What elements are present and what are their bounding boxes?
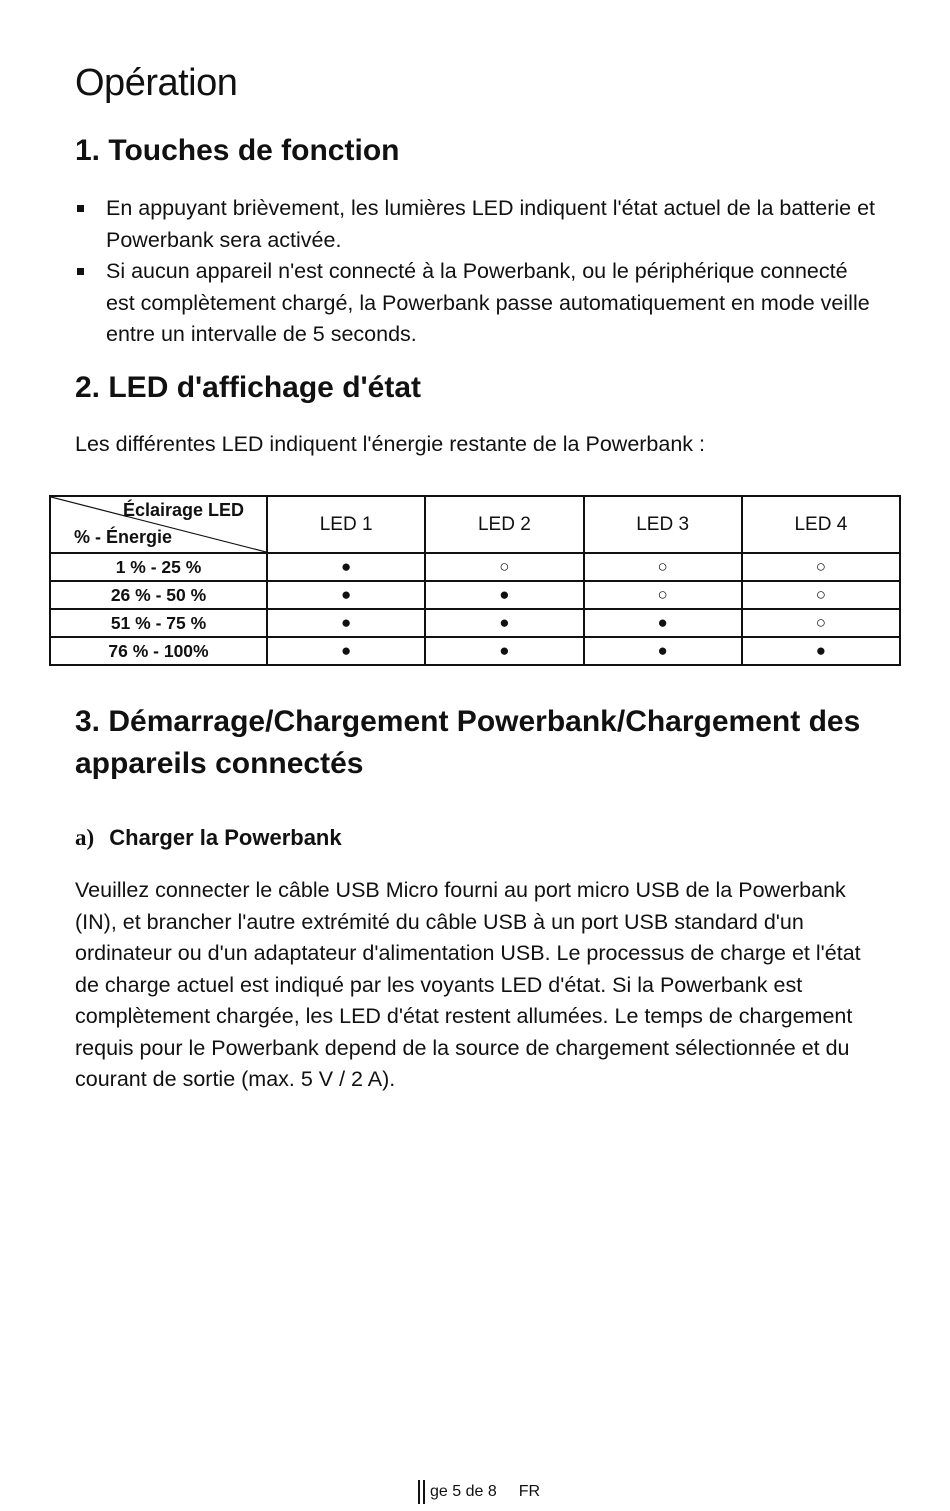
subsection-a-heading xyxy=(75,825,342,851)
page-title: Opération xyxy=(75,62,238,104)
led-state-cell: ○ xyxy=(742,609,900,637)
corner-label-led: Éclairage LED xyxy=(122,500,244,520)
column-header: LED 2 xyxy=(425,496,583,553)
table-corner-cell xyxy=(50,496,267,553)
led-state-cell: ● xyxy=(425,637,583,665)
corner-label-energy: % - Énergie xyxy=(74,527,173,547)
led-state-cell: ○ xyxy=(584,553,742,581)
bullet-square-icon xyxy=(77,268,84,275)
section-3-heading: 3. Démarrage/Chargement Powerbank/Chargement des appareils connectés xyxy=(75,705,861,780)
column-header: LED 4 xyxy=(742,496,900,553)
led-status-table xyxy=(49,495,901,666)
table-row xyxy=(50,609,900,637)
section-2-heading: 2. LED d'affichage d'état xyxy=(75,371,421,404)
energy-range-cell: 1 % - 25 % xyxy=(50,553,267,581)
led-state-cell: ● xyxy=(584,609,742,637)
list-item: En appuyant brièvement, les lumières LED indiquent l'état actuel de la batterie et Powerbank sera activée. xyxy=(75,193,875,256)
led-state-cell: ● xyxy=(425,581,583,609)
energy-range-cell: 51 % - 75 % xyxy=(50,609,267,637)
section-2-intro: Les différentes LED indiquent l'énergie restante de la Powerbank : xyxy=(75,432,705,456)
subsection-letter: a) xyxy=(75,825,95,850)
section-1-heading: 1. Touches de fonction xyxy=(75,134,400,167)
led-state-cell: ○ xyxy=(742,553,900,581)
led-state-cell: ● xyxy=(742,637,900,665)
column-header: LED 3 xyxy=(584,496,742,553)
led-state-cell: ● xyxy=(425,609,583,637)
table-row xyxy=(50,581,900,609)
led-state-cell: ○ xyxy=(425,553,583,581)
table-header-row xyxy=(50,496,900,553)
led-state-cell: ● xyxy=(584,637,742,665)
led-state-cell: ● xyxy=(267,609,425,637)
page-number: ge 5 de 8 xyxy=(430,1483,497,1500)
function-keys-list xyxy=(75,193,875,351)
bullet-square-icon xyxy=(77,205,84,212)
led-state-cell: ● xyxy=(267,637,425,665)
led-state-cell: ○ xyxy=(584,581,742,609)
charging-instructions: Veuillez connecter le câble USB Micro fourni au port micro USB de la Powerbank (IN), et brancher l'autre extrémité du câble USB à un port USB standard d'un ordinateur ou d'un adaptateur d'alimentation USB. Le processus de charge et l'état de charge actuel est indiqué par les voyants LED d'état. Si la Powerbank est complètement chargée, les LED d'état restent allumées. Le temps de chargement requis pour le Powerbank depend de la source de chargement sélectionnée et du courant de sortie (max. 5 V / 2 A). xyxy=(75,878,861,1091)
subsection-title: Charger la Powerbank xyxy=(109,825,342,850)
list-item: Si aucun appareil n'est connecté à la Powerbank, ou le périphérique connecté est complètement chargé, la Powerbank passe automatiquement en mode veille entre un intervalle de 5 seconds. xyxy=(75,256,875,351)
language-code: FR xyxy=(518,1483,541,1500)
energy-range-cell: 26 % - 50 % xyxy=(50,581,267,609)
energy-range-cell: 76 % - 100% xyxy=(50,637,267,665)
column-header: LED 1 xyxy=(267,496,425,553)
led-state-cell: ○ xyxy=(742,581,900,609)
footer-bar-icon xyxy=(418,1480,425,1504)
led-state-cell: ● xyxy=(267,581,425,609)
page-footer xyxy=(418,1480,540,1504)
led-state-cell: ● xyxy=(267,553,425,581)
table-row xyxy=(50,637,900,665)
table-row xyxy=(50,553,900,581)
